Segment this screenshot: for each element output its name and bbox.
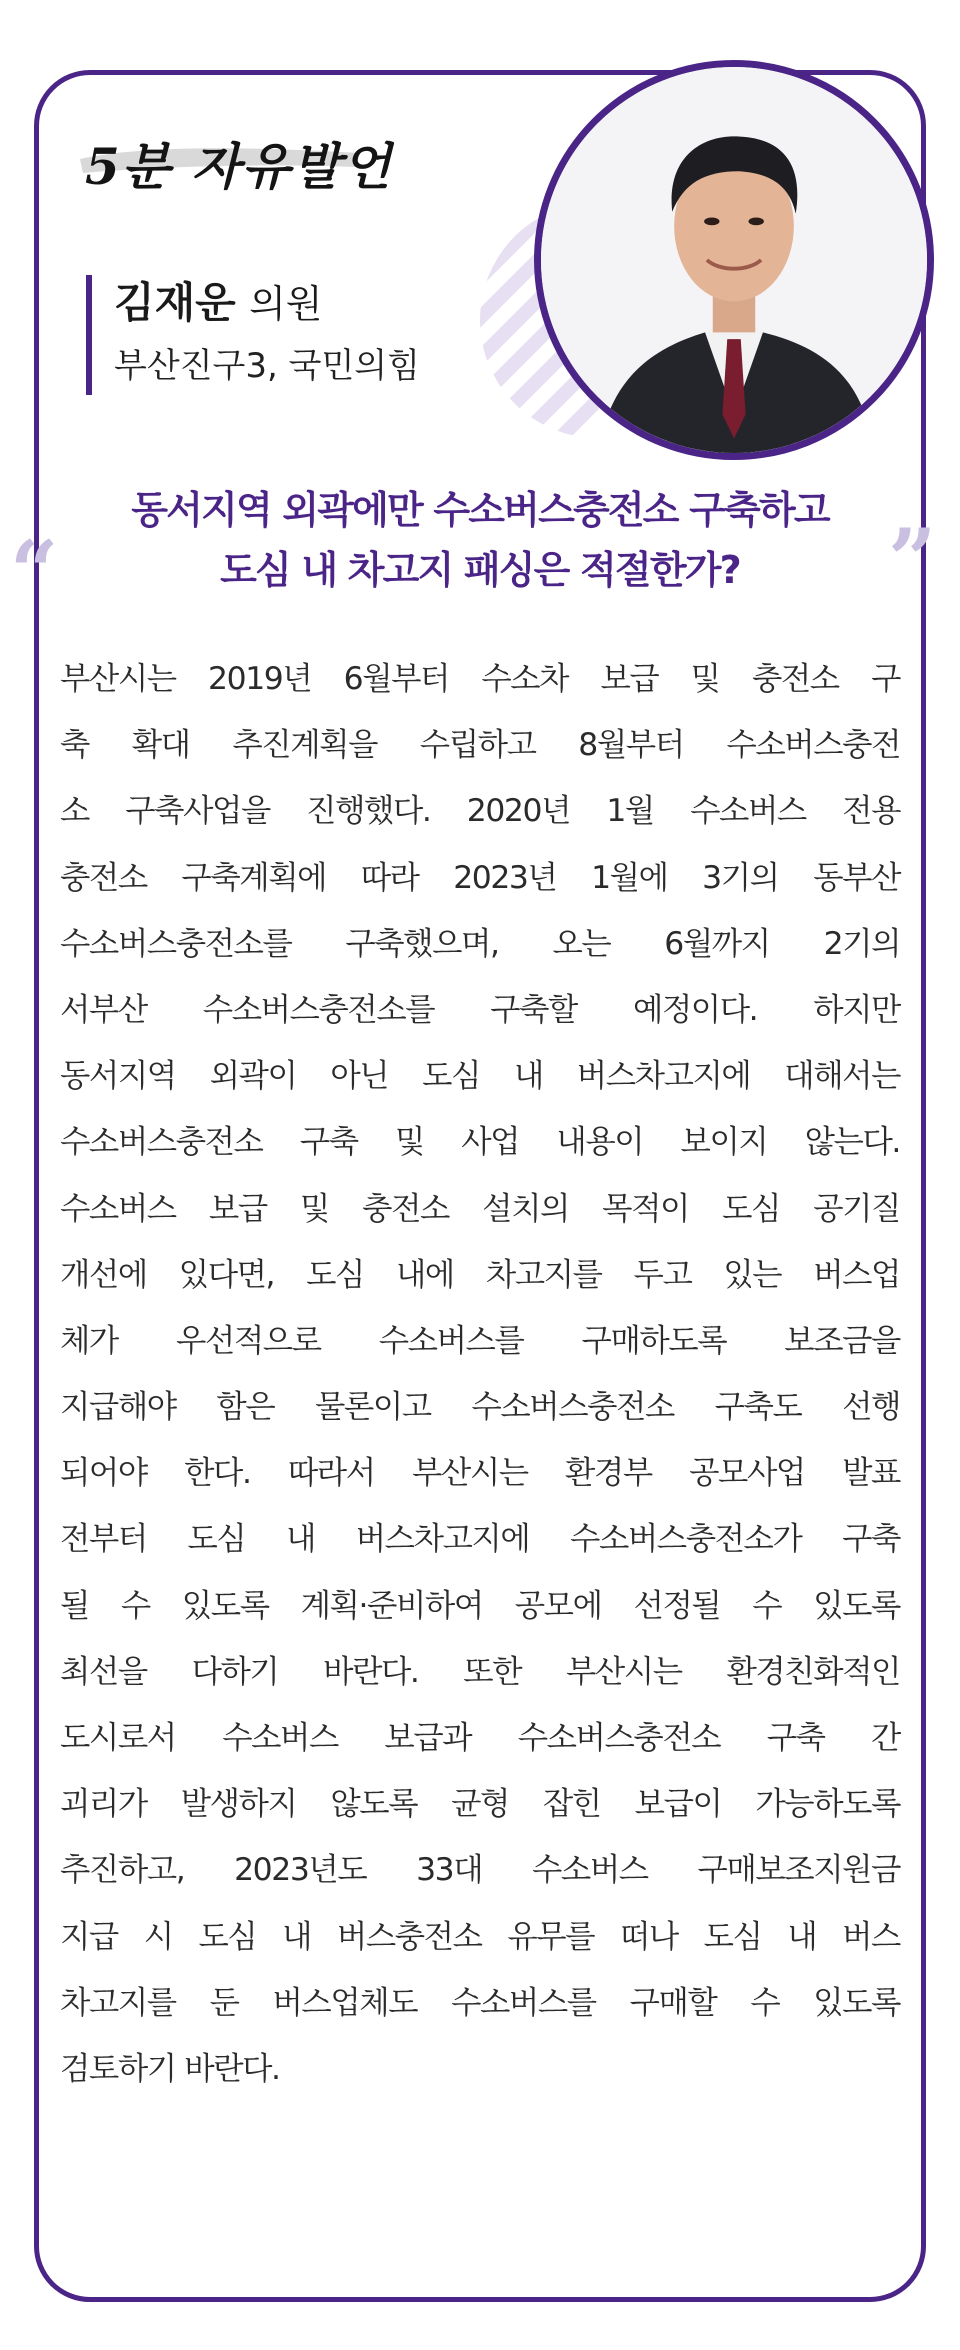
body-line: 추진하고, 2023년도 33대 수소버스 구매보조지원금	[60, 1852, 900, 1889]
headline-line: 도심 내 차고지 패싱은 적절한가?	[220, 548, 740, 592]
speaker-affiliation: 부산진구3, 국민의힘	[114, 346, 420, 386]
body-line: 될 수 있도록 계획·준비하여 공모에 선정될 수 있도록	[60, 1587, 900, 1624]
body-line: 수소버스충전소 구축 및 사업 내용이 보이지 않는다.	[60, 1124, 900, 1161]
speaker-title: 의원	[249, 282, 323, 326]
body-line: 부산시는 2019년 6월부터 수소차 보급 및 충전소 구	[60, 661, 900, 697]
body-line: 체가 우선적으로 수소버스를 구매하도록 보조금을	[60, 1322, 900, 1359]
open-quote-mark: “	[10, 522, 59, 621]
headline	[60, 480, 900, 600]
speaker-info	[86, 275, 420, 395]
speaker-name: 김재운	[114, 278, 236, 327]
body-line: 수소버스충전소를 구축했으며, 오는 6월까지 2기의	[60, 925, 900, 962]
section-logo-text: 5분 자유발언	[85, 137, 393, 196]
body-line: 전부터 도심 내 버스차고지에 수소버스충전소가 구축	[60, 1521, 900, 1558]
body-line: 지급 시 도심 내 버스충전소 유무를 떠나 도심 내 버스	[60, 1918, 900, 1955]
body-line: 차고지를 둔 버스업체도 수소버스를 구매할 수 있도록	[60, 1984, 900, 2021]
speaker-portrait	[534, 60, 934, 460]
body-line: 괴리가 발생하지 않도록 균형 잡힌 보급이 가능하도록	[60, 1786, 900, 1823]
body-line: 소 구축사업을 진행했다. 2020년 1월 수소버스 전용	[60, 793, 900, 830]
body-line: 수소버스 보급 및 충전소 설치의 목적이 도심 공기질	[60, 1190, 900, 1227]
body-line: 축 확대 추진계획을 수립하고 8월부터 수소버스충전	[60, 727, 900, 764]
body-text	[60, 646, 900, 2102]
speaker-name-line	[114, 275, 420, 332]
body-line: 되어야 한다. 따라서 부산시는 환경부 공모사업 발표	[60, 1455, 900, 1492]
body-line: 개선에 있다면, 도심 내에 차고지를 두고 있는 버스업	[60, 1256, 900, 1293]
section-logo	[75, 115, 393, 196]
body-line: 도시로서 수소버스 보급과 수소버스충전소 구축 간	[60, 1720, 900, 1756]
body-line: 지급해야 함은 물론이고 수소버스충전소 구축도 선행	[60, 1389, 900, 1426]
portrait-illustration	[541, 67, 927, 453]
close-quote-mark: ”	[888, 510, 937, 609]
body-line: 동서지역 외곽이 아닌 도심 내 버스차고지에 대해서는	[60, 1058, 900, 1095]
body-line: 충전소 구축계획에 따라 2023년 1월에 3기의 동부산	[60, 859, 900, 896]
body-line: 서부산 수소버스충전소를 구축할 예정이다. 하지만	[60, 991, 900, 1028]
body-line: 검토하기 바란다.	[60, 2050, 280, 2087]
body-line: 최선을 다하기 바란다. 또한 부산시는 환경친화적인	[60, 1653, 900, 1690]
headline-line: 동서지역 외곽에만 수소버스충전소 구축하고	[131, 488, 829, 532]
